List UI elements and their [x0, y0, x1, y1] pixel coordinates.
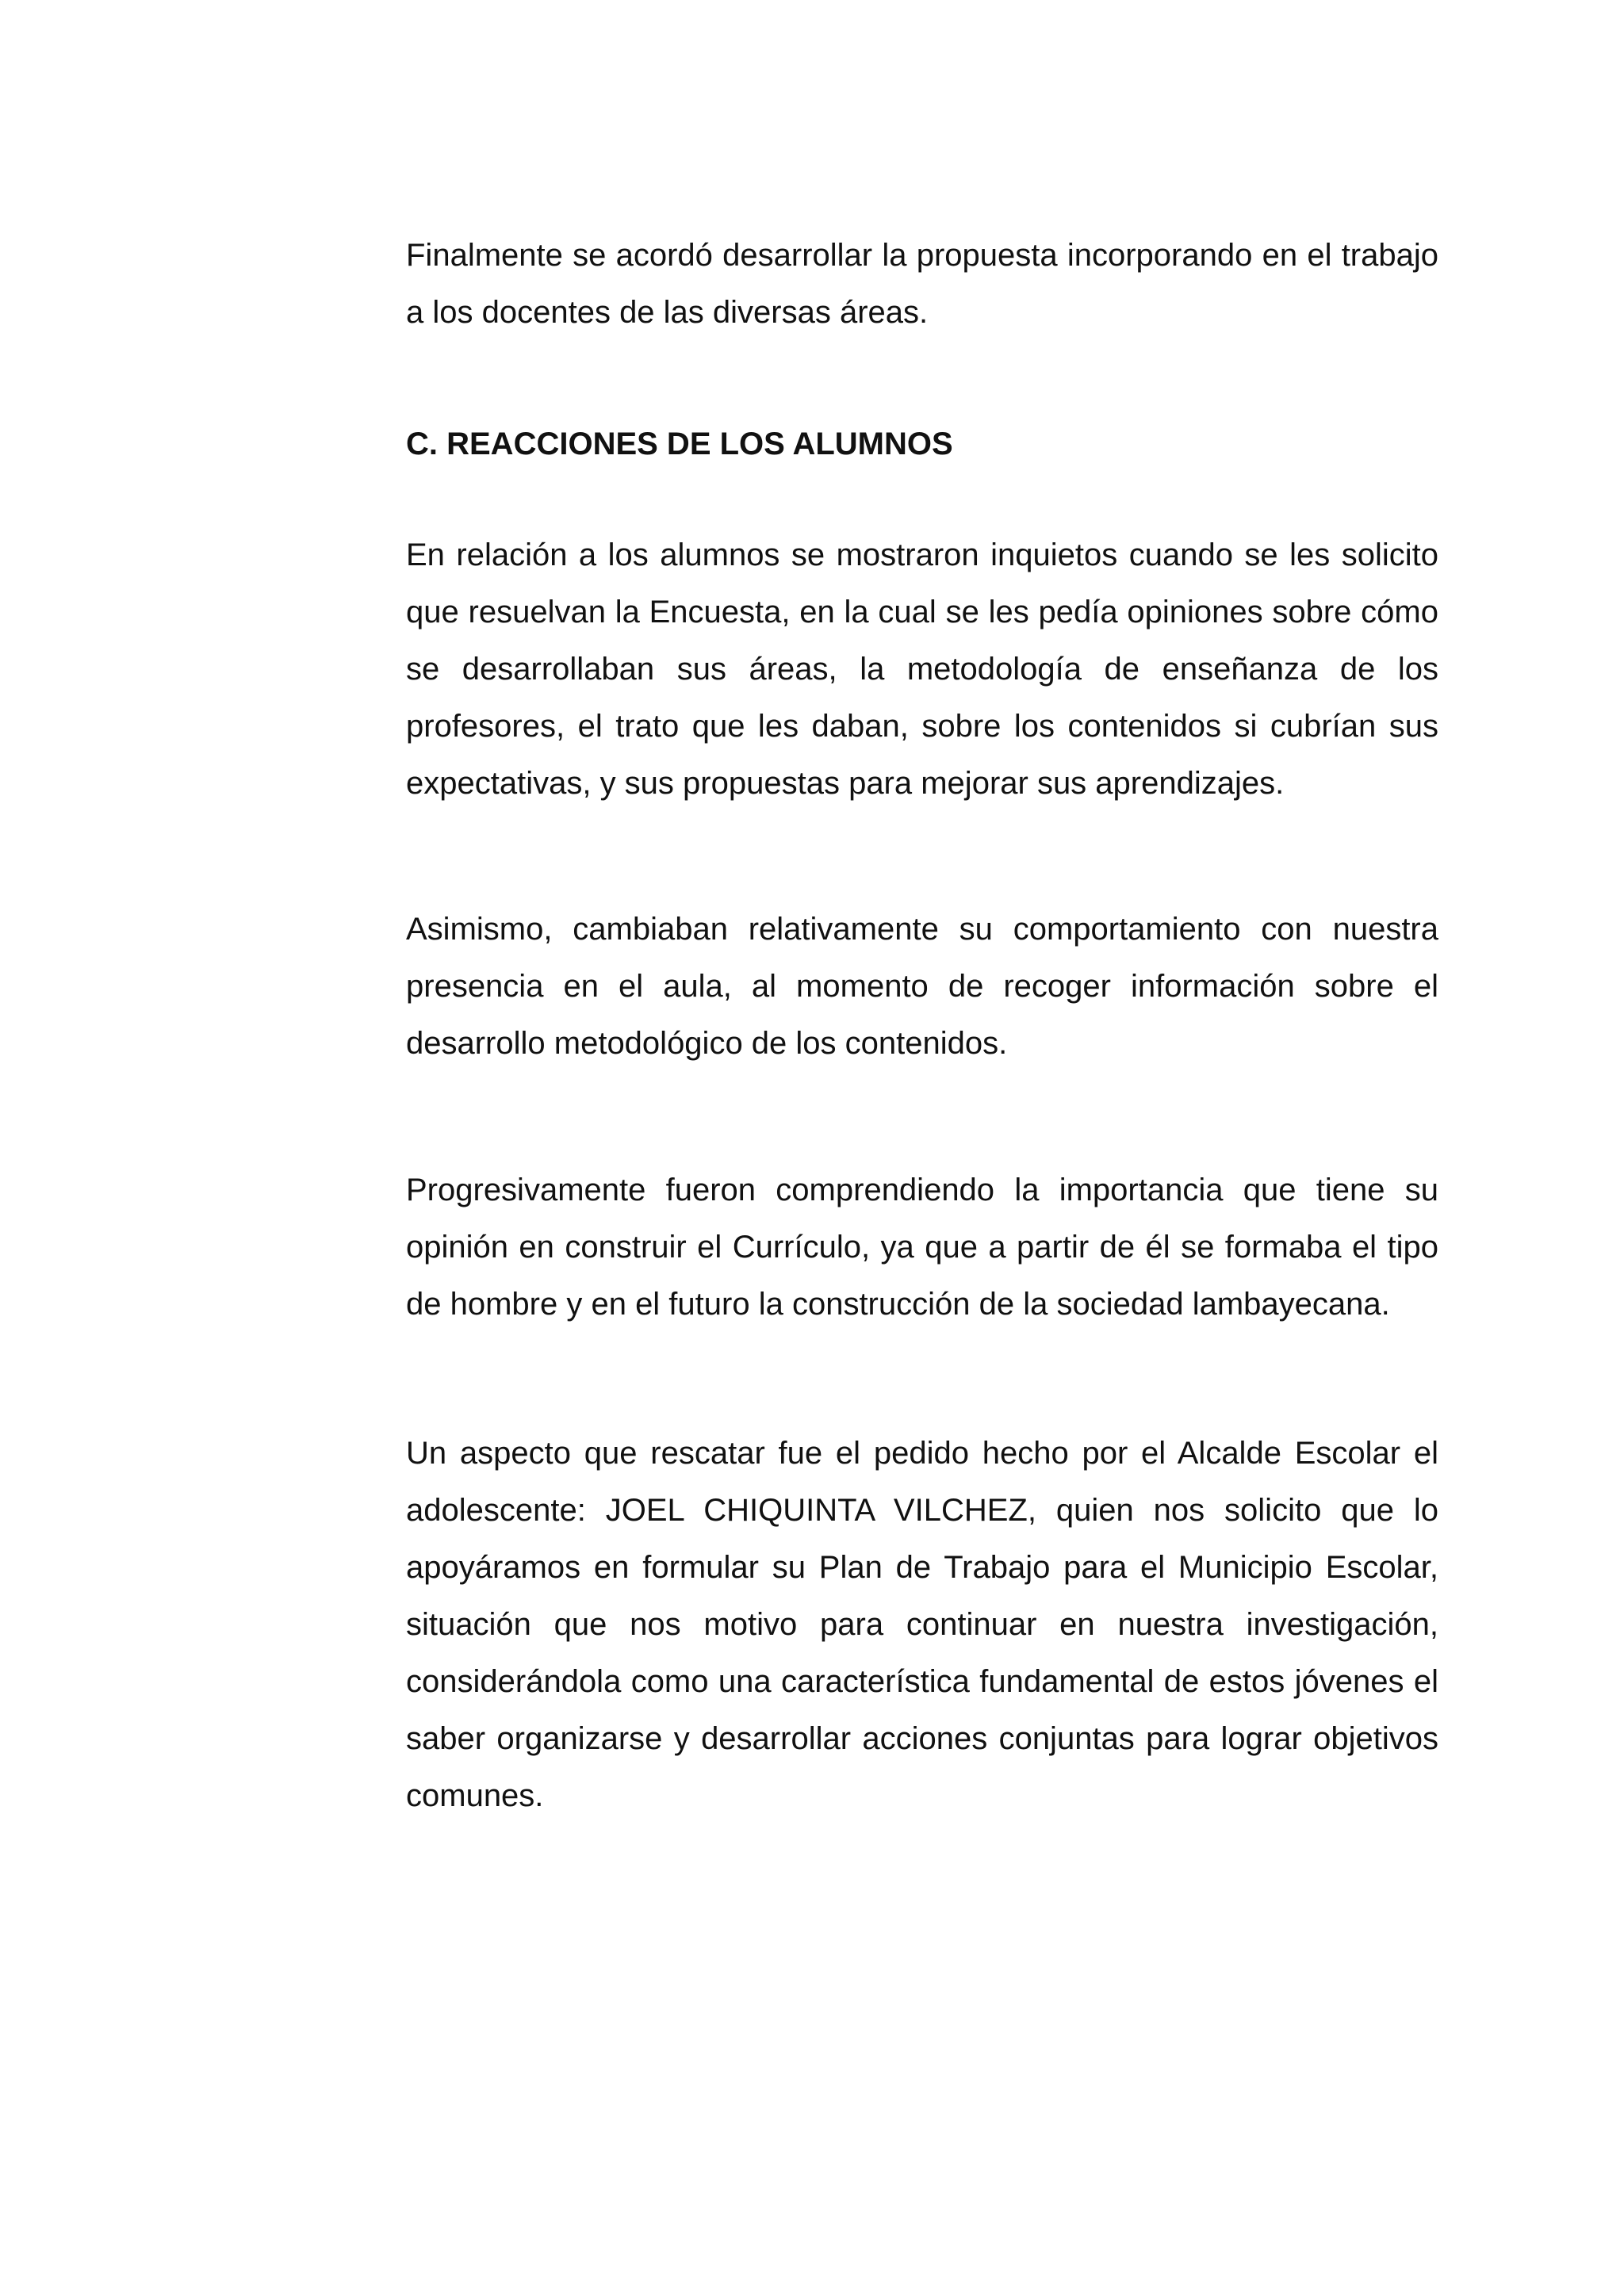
paragraph-agreement: Finalmente se acordó desarrollar la propuesta incorporando en el trabajo a los docentes de las diversas áreas.: [406, 238, 1438, 330]
paragraph-student-reactions: En relación a los alumnos se mostraron inquietos cuando se les solicito que resuelvan la Encuesta, en la cual se les pedía opiniones sobre cómo se desarrollaban sus áreas, la metodología de enseñanza de los profesores, el trato que les daban, sobre los contenidos si cubrían sus expectativas, y sus propuestas para mejorar sus aprendizajes.: [406, 538, 1438, 801]
section-heading: C. REACCIONES DE LOS ALUMNOS: [406, 427, 953, 461]
paragraph-curriculum-opinion: Progresivamente fueron comprendiendo la importancia que tiene su opinión en construir el Currículo, ya que a partir de él se formaba el tipo de hombre y en el futuro la construcción de la sociedad lambayecana.: [406, 1173, 1438, 1322]
paragraph-student-mayor: Un aspecto que rescatar fue el pedido hecho por el Alcalde Escolar el adolescente: JOEL CHIQUINTA VILCHEZ, quien nos solicito que lo apoyáramos en formular su Plan de Trabajo para el Municipio Escolar, situación que nos motivo para continuar en nuestra investigación, considerándola como una característica fundamental de estos jóvenes el saber organizarse y desarrollar acciones conjuntas para lograr objetivos comunes.: [406, 1436, 1438, 1813]
document-body: [406, 227, 1438, 1824]
paragraph-behavior-change: Asimismo, cambiaban relativamente su comportamiento con nuestra presencia en el aula, al momento de recoger información sobre el desarrollo metodológico de los contenidos.: [406, 912, 1438, 1061]
